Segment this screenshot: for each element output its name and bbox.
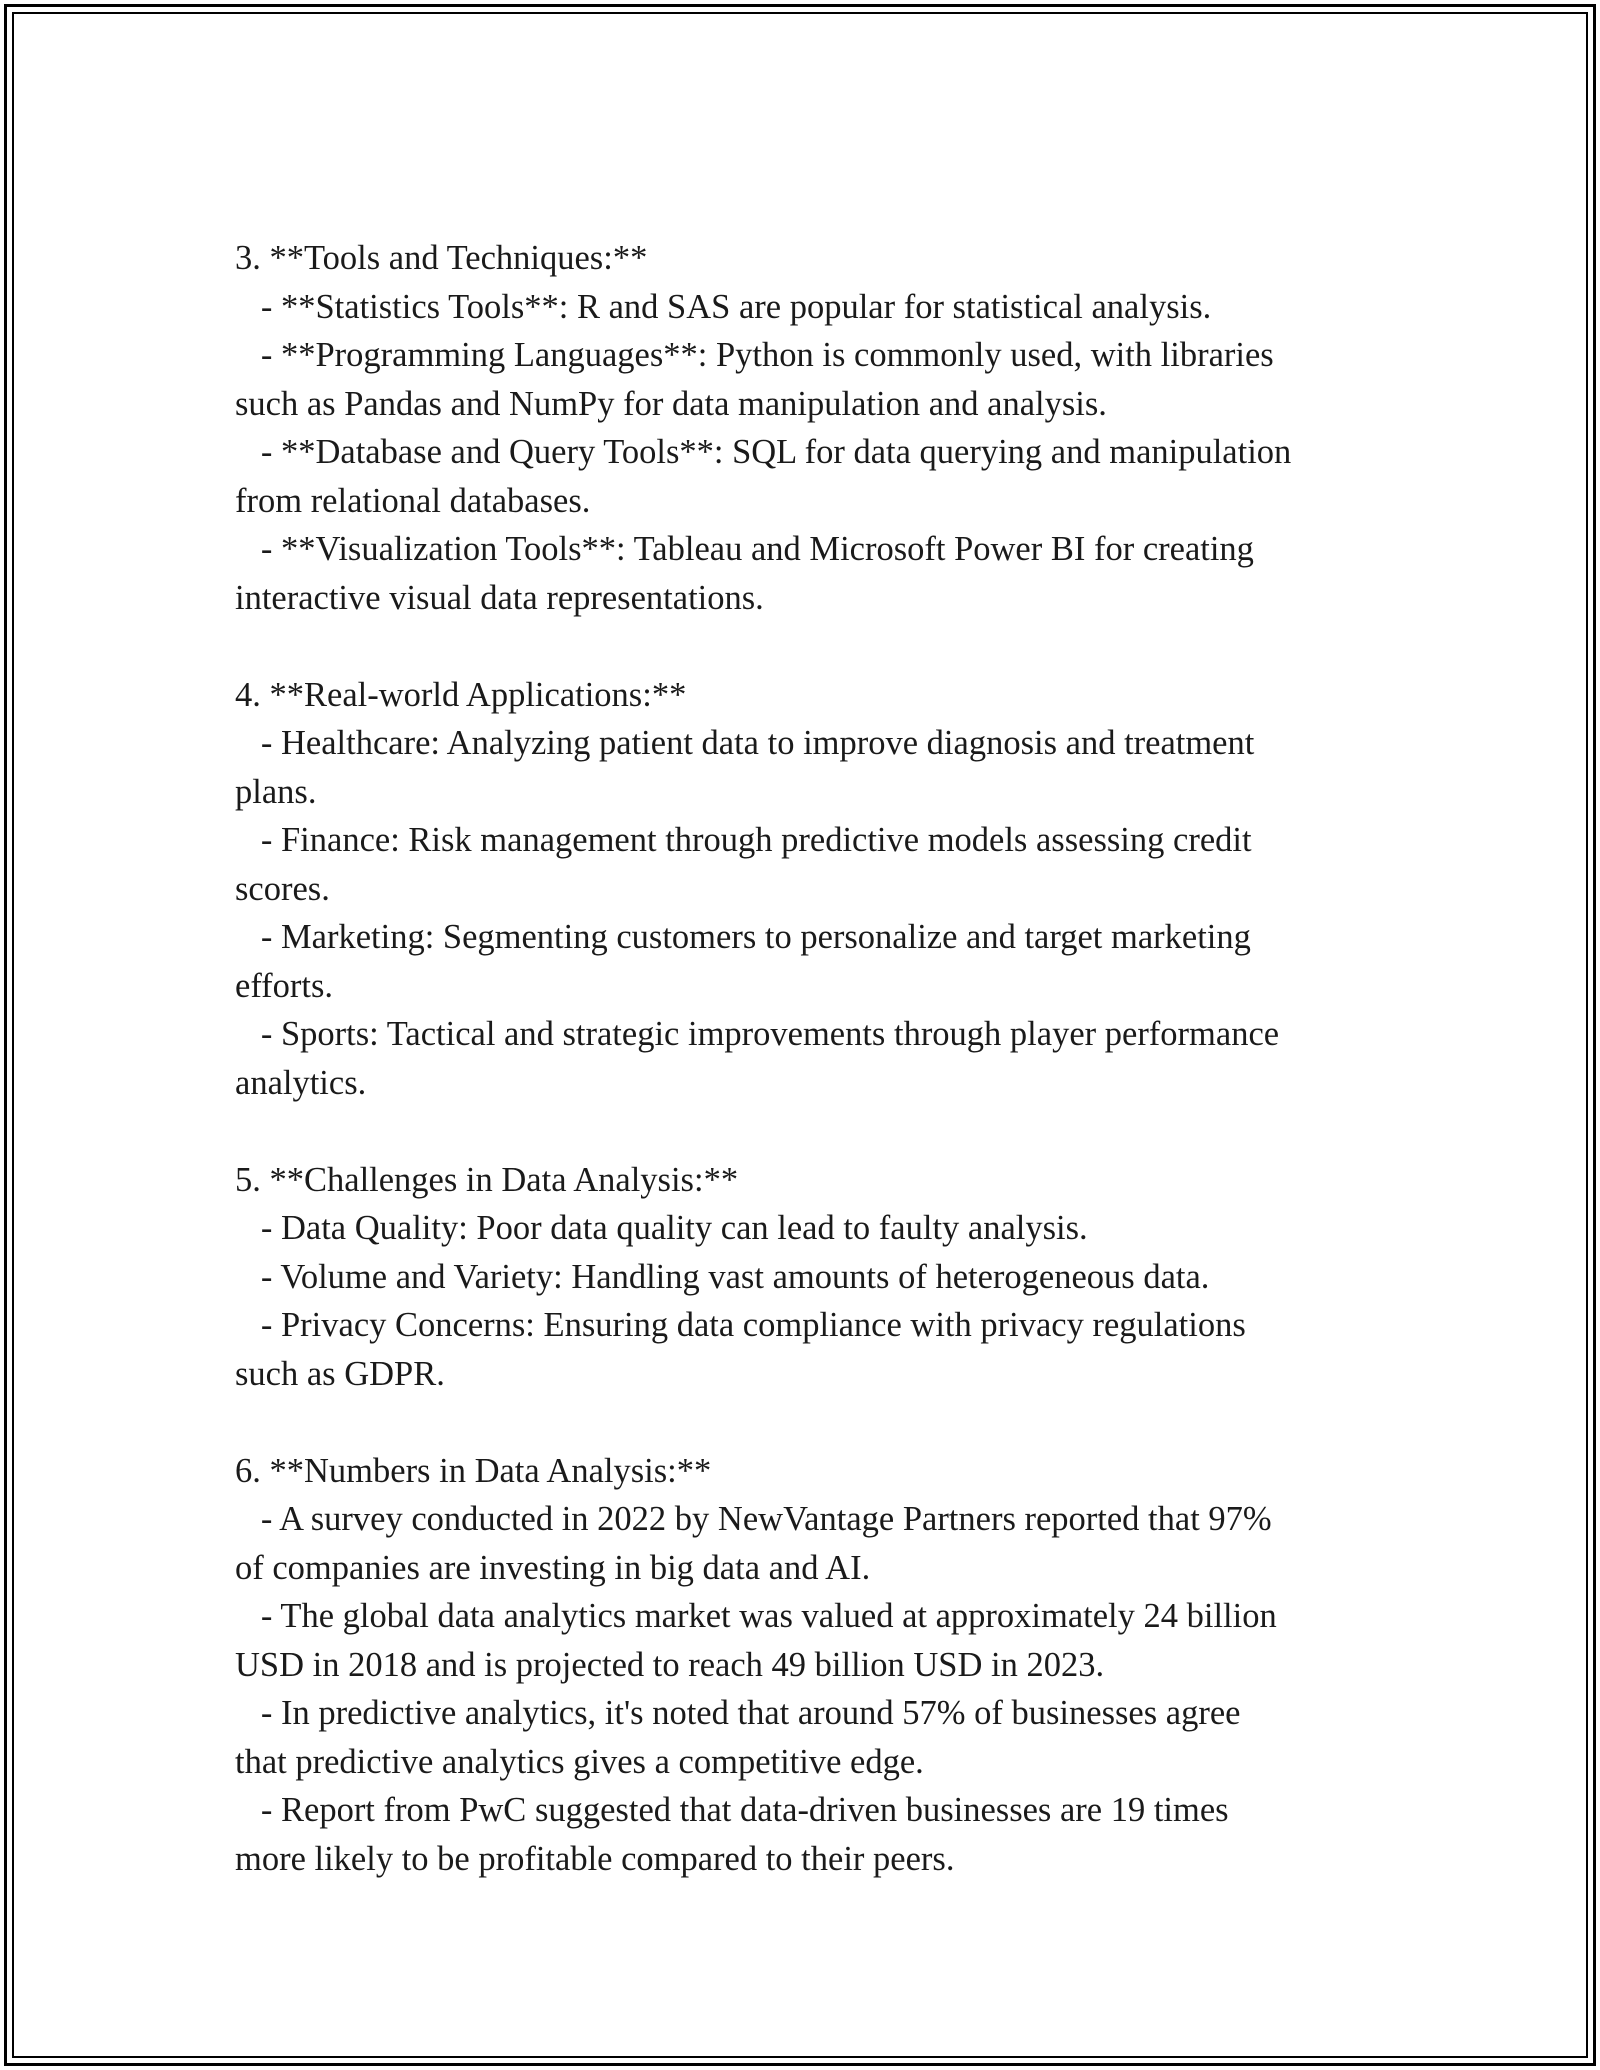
- text-line: that predictive analytics gives a competitive edge.: [235, 1742, 924, 1781]
- section-heading: 5. **Challenges in Data Analysis:**: [235, 1160, 739, 1199]
- text-line: - Privacy Concerns: Ensuring data compliance with privacy regulations: [235, 1306, 1246, 1344]
- text-line: - Sports: Tactical and strategic improvements through player performance: [235, 1015, 1280, 1053]
- text-line: such as Pandas and NumPy for data manipulation and analysis.: [235, 384, 1107, 423]
- text-line: such as GDPR.: [235, 1354, 445, 1393]
- text-line: - In predictive analytics, it's noted that around 57% of businesses agree: [235, 1694, 1241, 1732]
- text-line: - Data Quality: Poor data quality can lead to faulty analysis.: [235, 1209, 1088, 1247]
- text-line: USD in 2018 and is projected to reach 49 billion USD in 2023.: [235, 1645, 1105, 1684]
- text-line: from relational databases.: [235, 481, 591, 520]
- document-body: [235, 234, 1375, 1883]
- text-line: - Report from PwC suggested that data-driven businesses are 19 times: [235, 1791, 1229, 1829]
- section-numbers: [235, 1447, 1375, 1884]
- text-line: - **Programming Languages**: Python is commonly used, with libraries: [235, 336, 1274, 374]
- section-heading: 6. **Numbers in Data Analysis:**: [235, 1451, 712, 1490]
- section-real-world-applications: [235, 671, 1375, 1108]
- text-line: - Healthcare: Analyzing patient data to improve diagnosis and treatment: [235, 724, 1255, 762]
- section-heading: 4. **Real-world Applications:**: [235, 675, 687, 714]
- section-heading: 3. **Tools and Techniques:**: [235, 239, 648, 277]
- text-line: - Volume and Variety: Handling vast amounts of heterogeneous data.: [235, 1257, 1210, 1296]
- text-line: - Finance: Risk management through predictive models assessing credit: [235, 821, 1252, 859]
- section-tools-and-techniques: [235, 234, 1375, 622]
- text-line: interactive visual data representations.: [235, 578, 764, 617]
- text-line: - A survey conducted in 2022 by NewVantage Partners reported that 97%: [235, 1500, 1272, 1538]
- text-line: of companies are investing in big data and AI.: [235, 1548, 871, 1587]
- text-line: more likely to be profitable compared to their peers.: [235, 1839, 955, 1878]
- text-line: - Marketing: Segmenting customers to personalize and target marketing: [235, 918, 1251, 956]
- text-line: - **Statistics Tools**: R and SAS are popular for statistical analysis.: [235, 287, 1212, 326]
- text-line: plans.: [235, 772, 317, 811]
- text-line: - The global data analytics market was valued at approximately 24 billion: [235, 1597, 1277, 1635]
- text-line: - **Database and Query Tools**: SQL for data querying and manipulation: [235, 433, 1292, 471]
- section-challenges: [235, 1156, 1375, 1399]
- text-line: efforts.: [235, 966, 334, 1005]
- text-line: - **Visualization Tools**: Tableau and Microsoft Power BI for creating: [235, 530, 1254, 568]
- text-line: scores.: [235, 869, 330, 908]
- text-line: analytics.: [235, 1063, 367, 1102]
